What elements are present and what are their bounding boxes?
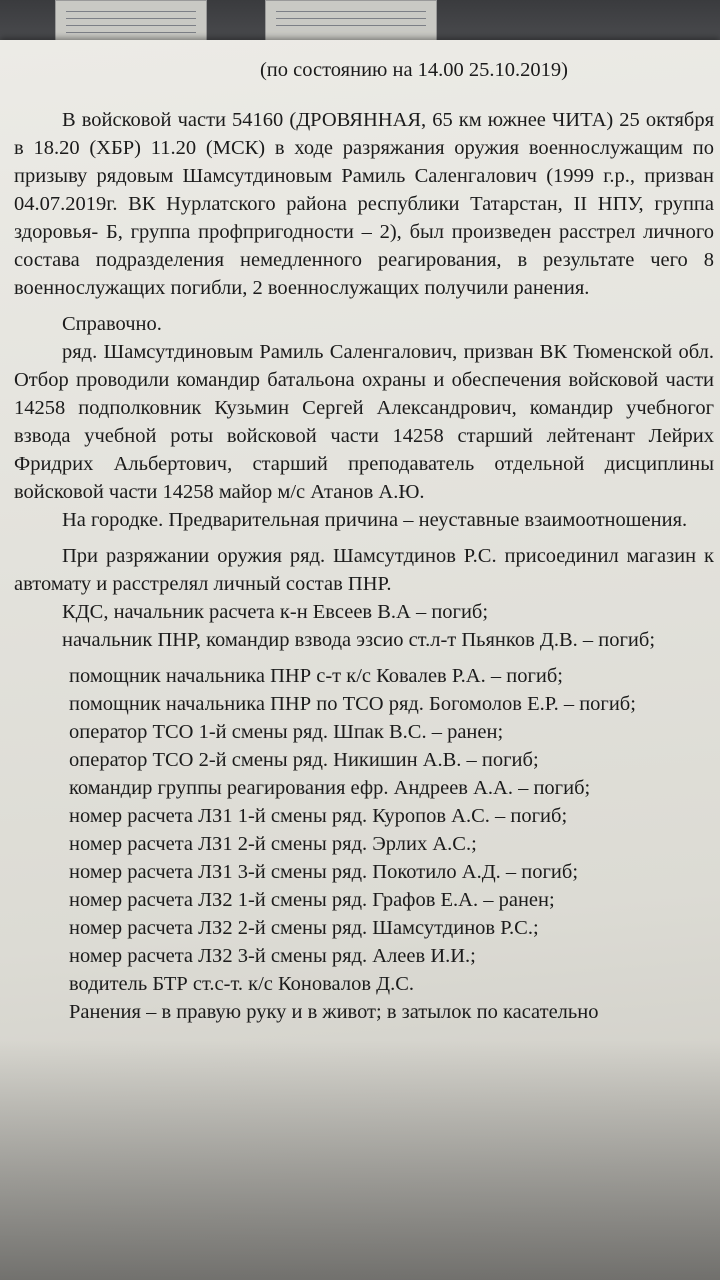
- kds-line: КДС, начальник расчета к-н Евсеев В.А – погиб;: [62, 601, 489, 623]
- reference-paragraph: ряд. Шамсутдиновым Рамиль Саленгалович, призван ВК Тюменской обл. Отбор проводили командир батальона охраны и обеспечения войсковой части 14258 подполковник Кузьмин Сергей Александрович, командир учебногог взвода учебной роты войсковой части 14258 старший лейтенант Лейрих Фридрих Альбертович, старший преподаватель отдельной дисциплины войсковой части 14258 майор м/с Атанов А.Ю.: [14, 341, 714, 503]
- chief-line: начальник ПНР, командир взвода эзсио ст.л-т Пьянков Д.В. – погиб;: [62, 629, 656, 651]
- shadow-overlay: [0, 1040, 720, 1280]
- event-paragraph: При разряжании оружия ряд. Шамсутдинов Р.С. присоединил магазин к автомату и расстрелял личный состав ПНР.: [14, 545, 714, 595]
- personnel-item: номер расчета ЛЗ1 2-й смены ряд. Эрлих А.С.;: [69, 833, 477, 855]
- reference-label: Справочно.: [62, 313, 162, 335]
- personnel-item: водитель БТР ст.с-т. к/с Коновалов Д.С.: [69, 973, 415, 995]
- intro-paragraph: В войсковой части 54160 (ДРОВЯННАЯ, 65 км южнее ЧИТА) 25 октября в 18.20 (ХБР) 11.20 (МСК) в ходе разряжания оружия военнослужащим по призыву рядовым Шамсутдиновым Рамиль Саленгалович (1999 г.р., призван 04.07.2019г. ВК Нурлатского района республики Татарстан, II НПУ, группа здоровья- Б, группа профпригодности – 2), был произведен расстрел личного состава подразделения немедленного реагирования, в результате чего 8 военнослужащих погибли, 2 военнослужащих получили ранения.: [14, 109, 714, 299]
- location-paragraph: На городке. Предварительная причина – неуставные взаимоотношения.: [62, 509, 688, 531]
- status-header: (по состоянию на 14.00 25.10.2019): [259, 59, 568, 81]
- personnel-item: номер расчета ЛЗ1 3-й смены ряд. Покотило А.Д. – погиб;: [69, 861, 579, 883]
- personnel-item: помощник начальника ПНР с-т к/с Ковалев Р.А. – погиб;: [69, 665, 563, 687]
- personnel-item: помощник начальника ПНР по ТСО ряд. Богомолов Е.Р. – погиб;: [69, 693, 636, 715]
- document-body: [14, 56, 714, 1026]
- personnel-item: номер расчета ЛЗ2 3-й смены ряд. Алеев И.И.;: [69, 945, 476, 967]
- personnel-item: номер расчета ЛЗ1 1-й смены ряд. Куропов А.С. – погиб;: [69, 805, 568, 827]
- injuries-line: Ранения – в правую руку и в живот; в затылок по касательно: [69, 1001, 599, 1023]
- personnel-item: командир группы реагирования ефр. Андреев А.А. – погиб;: [69, 777, 591, 799]
- personnel-item: номер расчета ЛЗ2 2-й смены ряд. Шамсутдинов Р.С.;: [69, 917, 539, 939]
- personnel-item: оператор ТСО 2-й смены ряд. Никишин А.В. – погиб;: [69, 749, 539, 771]
- personnel-item: номер расчета ЛЗ2 1-й смены ряд. Графов Е.А. – ранен;: [69, 889, 555, 911]
- personnel-item: оператор ТСО 1-й смены ряд. Шпак В.С. – ранен;: [69, 721, 504, 743]
- folder-label-left: [55, 0, 207, 42]
- folder-label-right: [265, 0, 437, 42]
